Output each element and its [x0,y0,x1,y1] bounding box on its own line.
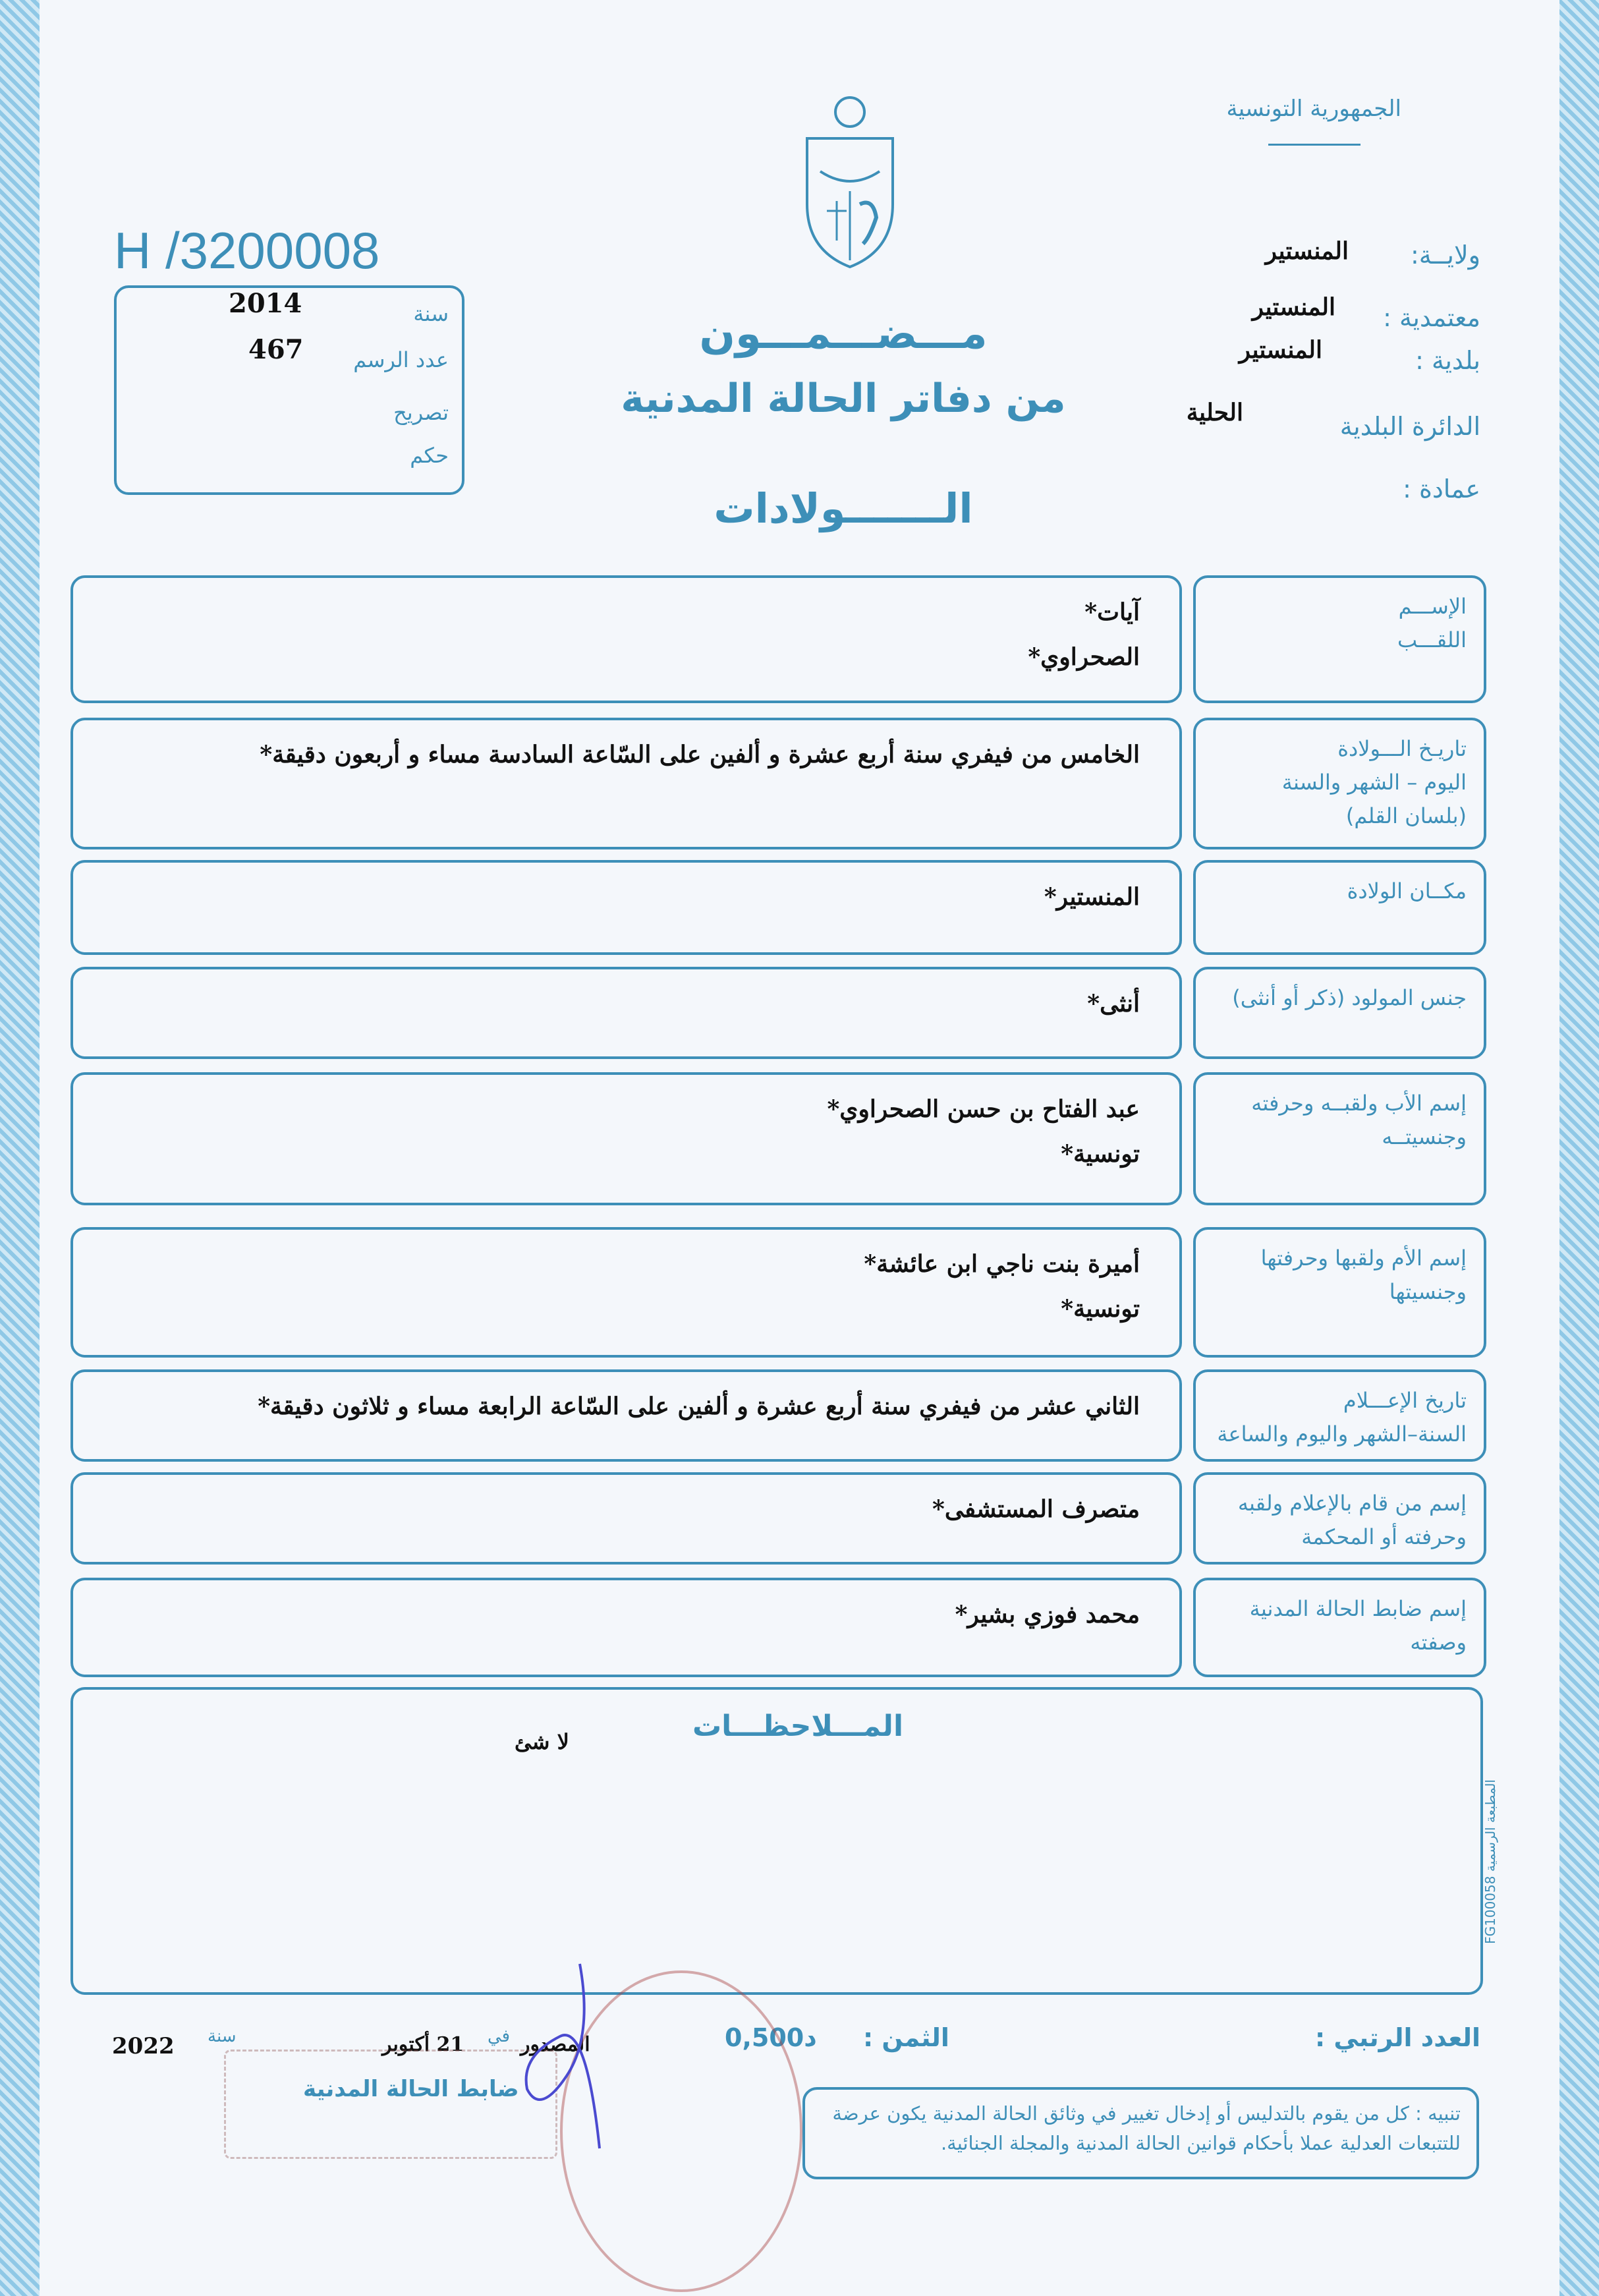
row-value-box [70,1578,1182,1677]
decorative-border-left [0,0,40,2296]
row-value: الخامس من فيفري سنة أربع عشرة و ألفين على السّاعة السادسة مساء و أربعون دقيقة* [260,741,1140,768]
row-value: متصرف المستشفى* [932,1495,1140,1523]
price-value: 0,500د [725,2023,817,2052]
delegation-value: المنستير [1252,293,1335,321]
tunisia-emblem-icon [794,92,906,270]
row-value-box [70,1472,1182,1564]
row-value: تونسية* [1061,1140,1140,1168]
row-value-box [70,1369,1182,1462]
row-value: الثاني عشر من فيفري سنة أربع عشرة و ألفين على السّاعة الرابعة مساء و ثلاثون دقيقة* [258,1392,1140,1420]
row-label: (بلسان القلم) [1345,803,1467,829]
row-label: اليوم – الشهر والسنة [1281,770,1467,795]
remarks-label: المـــلاحظـــات [692,1709,904,1743]
row-label-box [1193,1072,1486,1205]
row-value-box [70,860,1182,955]
row-label: اللقـــب [1397,627,1467,653]
row-label: الإســـم [1398,594,1467,619]
legal-notice: تنبيه : كل من يقوم بالتدليس أو إدخال تغيير في وثائق الحالة المدنية يكون عرضة للتتبعات العدلية عملا بأحكام قوانين الحالة المدنية والمجلة الجنائية. [802,2087,1479,2179]
row-value-box [70,1072,1182,1205]
district-label: الدائرة البلدية [1339,412,1480,441]
issue-year-label: سنة [208,2026,237,2046]
row-label: تاريخ الإعـــلام [1343,1388,1467,1413]
row-label-box [1193,967,1486,1059]
delegation-label: معتمدية : [1383,303,1480,332]
row-value-box [70,1227,1182,1358]
row-label-box [1193,1472,1486,1564]
row-label: إسم من قام بالإعلام ولقبه [1237,1491,1467,1516]
row-label: إسم الأم ولقبها وحرفتها [1260,1246,1467,1271]
municipality-label: بلدية : [1415,346,1480,375]
row-label: وحرفته أو المحكمة [1301,1524,1467,1550]
row-label: إسم ضابط الحالة المدنية [1249,1596,1467,1621]
row-value-box [70,967,1182,1059]
row-value: أنثى* [1087,990,1140,1018]
republic-heading: الجمهورية التونسية [1226,96,1401,122]
title-line2: من دفاتر الحالة المدنية [621,376,1066,422]
registry-box [114,285,464,495]
in-label: في [488,2026,511,2046]
year-label: سنة [413,301,449,326]
row-value: آيات* [1084,598,1140,626]
issued-label: المصدور [520,2033,590,2056]
row-value: المنستير* [1044,883,1140,911]
row-label-box [1193,1227,1486,1358]
issue-year: 2022 [112,2033,175,2059]
number-label: عدد الرسم [353,347,449,372]
row-value: تونسية* [1061,1295,1140,1323]
row-value: الصحراوي* [1028,643,1140,672]
number-value: 467 [248,334,304,365]
officer-label: ضابط الحالة المدنية [303,2076,519,2102]
row-value-box [70,718,1182,849]
price-label: الثمن : [863,2023,949,2052]
row-label: السنة–الشهر واليوم والساعة [1217,1421,1467,1447]
row-label: وجنسيتــه [1382,1124,1467,1150]
printer-mark: المطبعة الرسمية FG100058 [1482,1779,1498,1944]
row-label: مكــان الولادة [1347,878,1467,904]
decorative-border-right [1559,0,1599,2296]
row-label: وصفته [1410,1630,1467,1655]
title-line3: الـــــــولادات [714,484,973,532]
remarks-value: لا شئ [515,1729,569,1754]
wilaya-label: ولايــة: [1410,241,1480,270]
year-value: 2014 [229,288,302,319]
serial-label: العدد الرتبي : [1314,2023,1480,2052]
row-label: إسم الأب ولقبــه وحرفته [1251,1091,1467,1116]
judgment-label: حكم [410,443,449,468]
omada-label: عمادة : [1403,474,1480,503]
title-line1: مـــضـــمـــون [699,310,988,359]
declaration-label: تصريح [393,400,449,425]
divider [1268,144,1361,146]
row-value-box [70,575,1182,703]
row-label: جنس المولود (ذكر أو أنثى) [1232,985,1467,1010]
row-label-box [1193,1578,1486,1677]
row-label-box [1193,860,1486,955]
remarks-box [70,1687,1483,1995]
row-value: عبد الفتاح بن حسن الصحراوي* [827,1095,1140,1123]
row-label: تاريـخ الـــولادة [1337,736,1467,761]
signature [501,1957,619,2155]
row-label-box [1193,718,1486,849]
wilaya-value: المنستير [1265,237,1349,265]
row-value: محمد فوزي بشير* [955,1601,1140,1628]
serial-number: H /3200008 [114,221,380,279]
row-value: أميرة بنت ناجي ابن عائشة* [864,1250,1140,1278]
row-label: وجنسيتها [1389,1279,1467,1305]
row-label-box [1193,575,1486,703]
municipality-value: المنستير [1239,336,1322,364]
row-label-box [1193,1369,1486,1462]
district-value: الحلية [1186,399,1243,426]
issue-date: 21 أكتوبر [382,2033,464,2056]
